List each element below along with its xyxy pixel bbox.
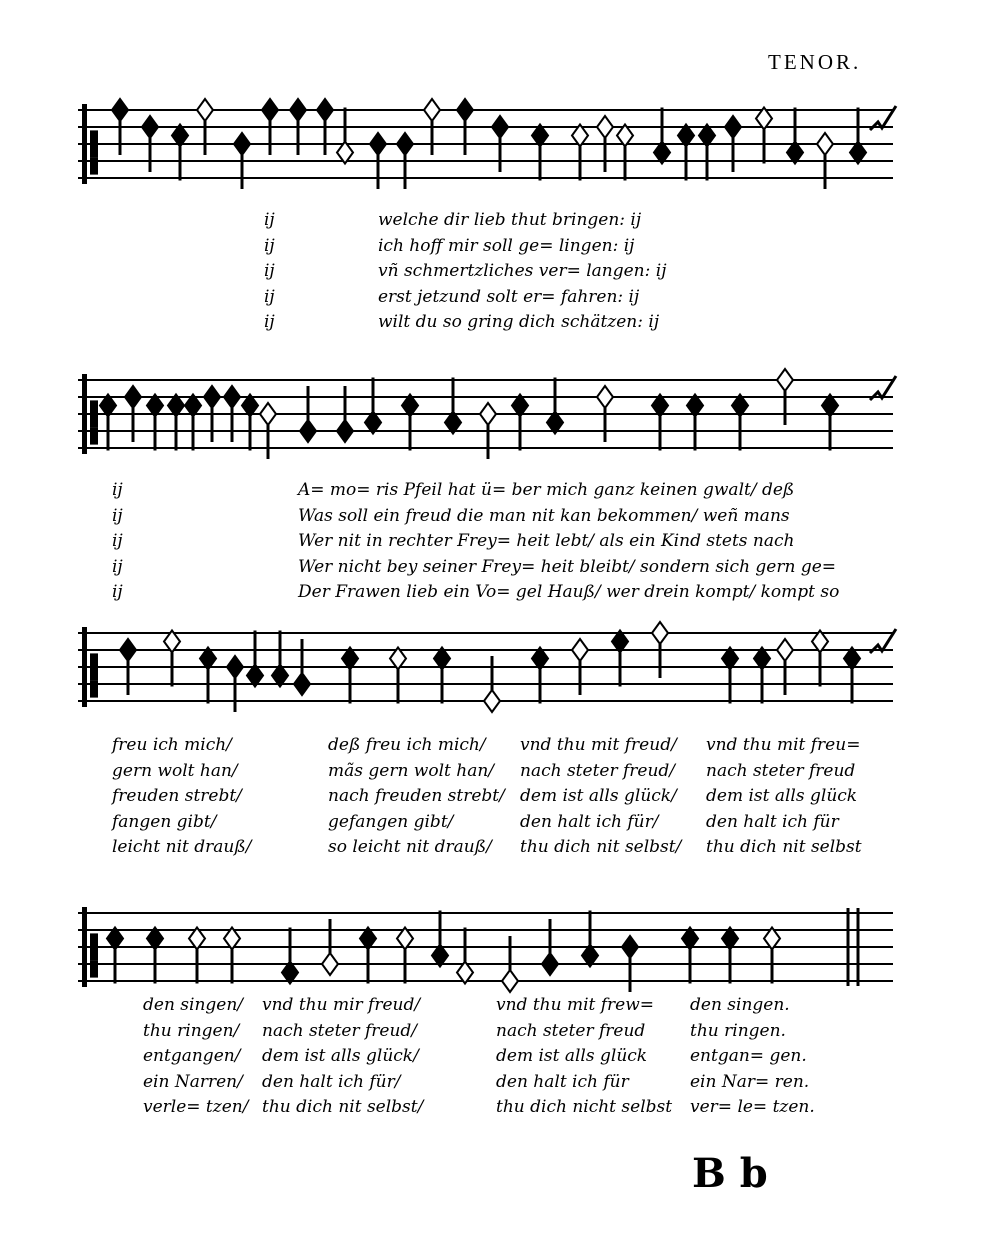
clef-block-icon	[90, 933, 98, 960]
lyric-line: wilt du so gring dich schätzen: ij	[378, 312, 660, 332]
clef-block-icon	[90, 158, 98, 175]
lyric-line: dem ist alls glück/	[262, 1046, 419, 1066]
note-head	[317, 99, 333, 121]
lyric-line: thu ringen.	[690, 1020, 786, 1041]
clef-icon	[82, 374, 87, 454]
clef-icon	[82, 907, 87, 987]
note-head	[294, 673, 310, 695]
note-head	[112, 99, 128, 121]
lyric-line: nach freuden strebt/	[328, 786, 505, 806]
clef-icon	[82, 104, 87, 184]
lyrics-col-3d	[706, 733, 862, 861]
note-head	[424, 99, 440, 121]
note-head	[142, 116, 158, 138]
lyric-line: freuden strebt/	[112, 786, 242, 806]
note-head	[652, 622, 668, 644]
voice-label: TENOR.	[768, 50, 862, 74]
lyrics-col-3b	[328, 733, 505, 861]
lyric-line: den halt ich für	[706, 811, 839, 832]
lyric-line: dem ist alls glück	[706, 786, 858, 806]
clef-block-icon	[90, 653, 98, 680]
note-head	[197, 99, 213, 121]
note-head	[457, 99, 473, 121]
music-staff-1	[0, 80, 1000, 200]
note-head	[227, 656, 243, 678]
lyrics-col-4d	[690, 993, 815, 1121]
lyric-line: mãs gern wolt han/	[328, 760, 495, 781]
lyric-line: welche dir lieb thut bringen: ij	[378, 210, 642, 230]
clef-block-icon	[90, 400, 98, 427]
lyric-line: ij	[264, 261, 275, 281]
note-head	[484, 690, 500, 712]
note-head	[262, 99, 278, 121]
music-staff-3	[0, 603, 1000, 723]
note-head	[572, 639, 588, 661]
clef-icon	[82, 627, 87, 707]
lyric-line: thu dich nicht selbst	[496, 1097, 673, 1117]
lyric-line: den singen.	[690, 995, 790, 1015]
lyric-line: dem ist alls glück	[496, 1046, 648, 1066]
note-head	[125, 386, 141, 408]
lyric-line: ij	[264, 286, 275, 307]
note-head	[337, 420, 353, 442]
lyric-line: den singen/	[143, 995, 244, 1015]
clef-block-icon	[90, 681, 98, 698]
lyric-line: vnd thu mit frew=	[496, 995, 655, 1015]
clef-block-icon	[90, 961, 98, 978]
note-head	[597, 386, 613, 408]
lyrics-repeat-col-1	[264, 208, 275, 336]
note-head	[260, 403, 276, 425]
lyrics-col-4c	[496, 993, 672, 1121]
lyric-line: fangen gibt/	[112, 811, 217, 832]
lyric-line: ein Narren/	[143, 1071, 243, 1092]
lyric-line: entgangen/	[143, 1046, 241, 1066]
note-head	[370, 133, 386, 155]
lyric-line: nach steter freud/	[520, 760, 676, 781]
lyric-line: Der Frawen lieb ein Vo= gel Hauß/ wer drein kompt/ kompt so	[298, 582, 840, 602]
lyric-line: entgan= gen.	[690, 1046, 807, 1066]
lyric-line: vnd thu mit freud/	[520, 735, 677, 755]
lyric-line: thu dich nit selbst	[706, 837, 862, 857]
note-head	[480, 403, 496, 425]
lyric-line: ver= le= tzen.	[690, 1097, 815, 1117]
note-head	[542, 953, 558, 975]
music-staff-4	[0, 883, 1000, 1003]
note-head	[622, 936, 638, 958]
lyric-line: A= mo= ris Pfeil hat ü= ber mich ganz keinen gwalt/ deß	[298, 480, 795, 500]
note-head	[817, 133, 833, 155]
note-head	[224, 386, 240, 408]
lyric-line: ij	[112, 556, 123, 577]
lyric-line: ein Nar= ren.	[690, 1071, 810, 1092]
lyrics-repeat-col-2	[112, 478, 123, 606]
lyric-line: den halt ich für	[496, 1071, 629, 1092]
lyric-line: gefangen gibt/	[328, 811, 454, 832]
lyrics-col-4b	[262, 993, 423, 1121]
lyric-line: ij	[264, 210, 275, 230]
lyric-line: Wer nit in rechter Frey= heit lebt/ als ein Kind stets nach	[298, 531, 795, 551]
lyric-line: ij	[264, 235, 275, 256]
lyric-line: Was soll ein freud die man nit kan bekommen/ weñ mans	[298, 505, 790, 526]
lyric-line: vnd thu mit freu=	[706, 735, 861, 755]
clef-block-icon	[90, 428, 98, 445]
lyric-line: nach steter freud/	[262, 1020, 418, 1041]
note-head	[120, 639, 136, 661]
note-head	[397, 133, 413, 155]
music-staff-2	[0, 350, 1000, 470]
lyric-line: leicht nit drauß/	[112, 837, 252, 857]
lyrics-col-4a	[143, 993, 248, 1121]
lyric-line: ij	[112, 480, 123, 500]
page-signature: B b	[692, 1150, 768, 1197]
lyric-line: dem ist alls glück/	[520, 786, 677, 806]
lyric-line: ij	[112, 531, 123, 551]
note-head	[300, 420, 316, 442]
lyrics-text-col-1	[378, 208, 666, 336]
lyric-line: ich hoff mir soll ge= lingen: ij	[378, 235, 635, 256]
note-head	[290, 99, 306, 121]
note-head	[234, 133, 250, 155]
lyric-line: vñ schmertzliches ver= langen: ij	[378, 261, 667, 281]
lyric-line: deß freu ich mich/	[328, 735, 486, 755]
note-head	[777, 639, 793, 661]
lyric-line: nach steter freud	[706, 760, 856, 781]
lyric-line: freu ich mich/	[112, 735, 232, 755]
lyrics-col-3a	[112, 733, 251, 861]
note-head	[777, 369, 793, 391]
lyric-line: thu dich nit selbst/	[520, 837, 682, 857]
lyric-line: nach steter freud	[496, 1020, 646, 1041]
note-head	[725, 116, 741, 138]
lyrics-col-3c	[520, 733, 681, 861]
lyric-line: Wer nicht bey seiner Frey= heit bleibt/ sondern sich gern ge=	[298, 556, 837, 577]
lyric-line: thu ringen/	[143, 1020, 240, 1041]
lyric-line: erst jetzund solt er= fahren: ij	[378, 286, 640, 307]
lyrics-text-col-2	[298, 478, 839, 606]
lyric-line: ij	[112, 505, 123, 526]
lyric-line: den halt ich für/	[262, 1071, 401, 1092]
lyric-line: so leicht nit drauß/	[328, 837, 492, 857]
lyric-line: verle= tzen/	[143, 1097, 249, 1117]
lyric-line: gern wolt han/	[112, 760, 238, 781]
lyric-line: ij	[112, 582, 123, 602]
note-head	[492, 116, 508, 138]
note-head	[502, 970, 518, 992]
note-head	[597, 116, 613, 138]
lyric-line: den halt ich für/	[520, 811, 659, 832]
lyric-line: vnd thu mir freud/	[262, 995, 421, 1015]
lyric-line: thu dich nit selbst/	[262, 1097, 424, 1117]
note-head	[322, 953, 338, 975]
clef-block-icon	[90, 130, 98, 157]
note-head	[204, 386, 220, 408]
lyric-line: ij	[264, 312, 275, 332]
